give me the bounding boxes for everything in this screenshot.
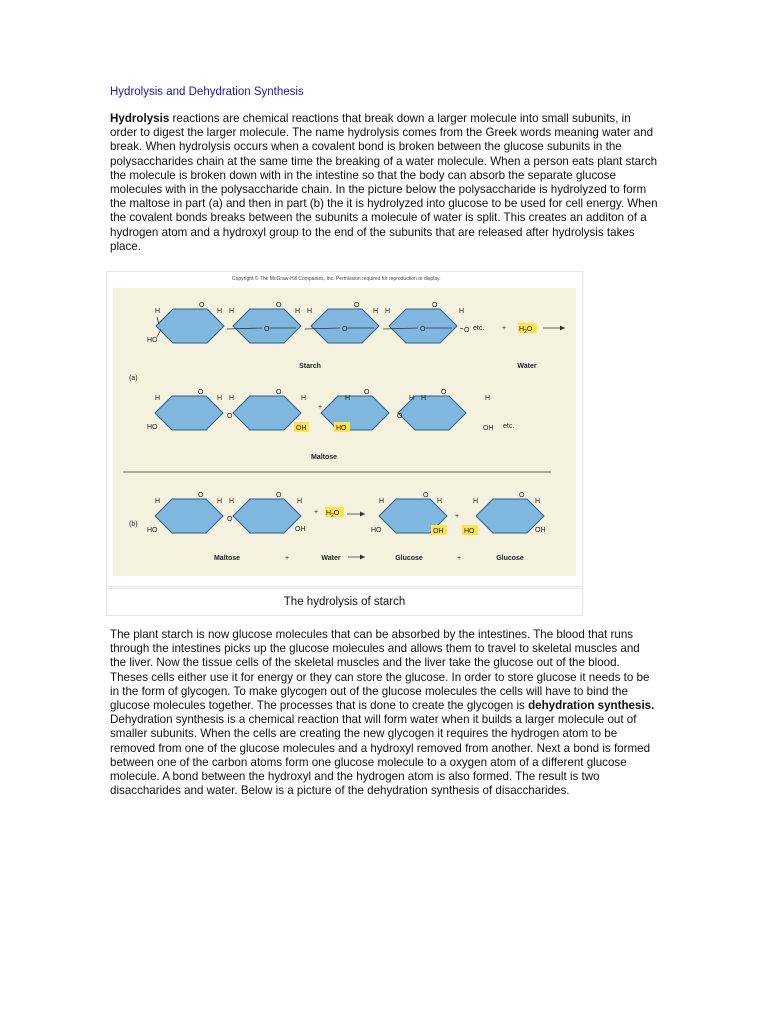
part-b-label: (b)	[129, 521, 138, 528]
link-oxygen-label: O	[342, 326, 348, 333]
page-heading: Hydrolysis and Dehydration Synthesis	[110, 86, 304, 98]
water-label: Water	[517, 363, 537, 370]
link-oxygen-label: O	[227, 516, 233, 523]
glucose-label-2: Glucose	[496, 555, 524, 562]
hydrolysis-paragraph	[110, 112, 658, 254]
atom-ho-label: HO	[147, 337, 158, 344]
hydrolysis-diagram	[107, 272, 582, 586]
water-label-b: Water	[321, 555, 341, 562]
hydrolysis-term: Hydrolysis	[110, 112, 170, 125]
atom-h-label: H	[295, 308, 301, 315]
atom-h-label: H	[155, 395, 161, 402]
hydrolysis-figure	[106, 271, 583, 587]
ring-oxygen-label: O	[198, 492, 204, 499]
dehydration-paragraph-text-1: The plant starch is now glucose molecules that can be absorbed by the intestines. The blood that runs through the intestines picks up the glucose molecules and allows them to travel to skeletal muscles and the liver. Now the tissue cells of the skeletal muscles and the liver take the glucose out of the blood. Theses cells either use it for energy or they can store the glucose. In order to store glucose it needs to be in the form of glycogen. To make glycogen out of the glucose molecules the cells will have to bind the glucose molecules together. The processes that is done to create the glycogen is	[110, 628, 650, 713]
dehydration-paragraph	[110, 628, 658, 798]
ring-oxygen-label: O	[519, 492, 525, 499]
plus-sign: +	[457, 555, 462, 562]
part-a-label: (a)	[129, 375, 138, 382]
atom-ho-label: HO	[147, 527, 158, 534]
plus-sign: +	[314, 509, 319, 516]
atom-h-label: H	[217, 395, 223, 402]
plus-sign: +	[502, 325, 507, 332]
etc-label-2: etc.	[503, 423, 515, 430]
hydrolysis-paragraph-text: reactions are chemical reactions that break down a larger molecule into small subunits, in order to digest the larger molecule. The name hydrolysis comes from the Greek words meaning water and break. When hydrolysis occurs when a covalent bond is broken between the glucose subunits in the polysaccharides chain at the same time the breaking of a water molecule. When a person eats plant starch the molecule is broken down with in the intestine so that the body can absorb the separate glucose molecules with in the polysaccharide chain. In the picture below the polysaccharide is hydrolyzed to form the maltose in part (a) and then in part (b) the it is hydrolyzed into glucose to be used for cell energy. When the covalent bonds breaks between the subunits a molecule of water is split. This creates an additon of a hydrogen atom and a hydroxyl group to the end of the subunits that are released after hydrolysis takes place.	[110, 112, 658, 253]
atom-h-label: H	[217, 308, 223, 315]
starch-label: Starch	[299, 363, 321, 370]
plus-sign: +	[455, 513, 460, 520]
link-oxygen-label: O	[227, 413, 233, 420]
ring-oxygen-label: O	[432, 302, 438, 309]
ring-oxygen-label: O	[276, 389, 282, 396]
atom-h-label: H	[473, 498, 479, 505]
end-oxygen-label: O	[464, 327, 470, 334]
atom-oh-label: OH	[535, 527, 546, 534]
dehydration-paragraph-text-2: Dehydration synthesis is a chemical reaction that will form water when it builds a larger molecule out of smaller subunits. When the cells are creating the new glycogen it requires the hydrogen atom to be removed from one of the glucose molecules and a hydroxyl removed from another. Next a bond is formed between one of the carbon atoms form one glucose molecule to a oxygen atom of a different glucose molecule. A bond between the hydroxyl and the hydrogen atom is also formed. The result is two disaccharides and water. Below is a picture of the dehydration synthesis of disaccharides.	[110, 713, 651, 798]
atom-h-label: H	[385, 308, 391, 315]
link-oxygen-label: O	[264, 326, 270, 333]
atom-h-label: H	[437, 498, 443, 505]
ring-oxygen-label: O	[198, 389, 204, 396]
atom-h-label: H	[229, 308, 235, 315]
atom-h-label: H	[229, 498, 235, 505]
atom-h-label: H	[155, 498, 161, 505]
ring-oxygen-label: O	[364, 389, 370, 396]
maltose-label: Maltose	[310, 454, 338, 461]
atom-ho-label: HO	[336, 425, 347, 432]
plus-sign: +	[285, 555, 290, 562]
ring-oxygen-label: O	[441, 389, 447, 396]
atom-h-label: H	[421, 395, 427, 402]
figure-caption	[106, 588, 583, 616]
atom-h-label: H	[229, 395, 235, 402]
atom-oh-label: OH	[483, 425, 494, 432]
figure-caption-text: The hydrolysis of starch	[283, 596, 406, 608]
atom-h-label: H	[409, 395, 415, 402]
water-formula-b: $H_2O$	[326, 510, 340, 519]
atom-ho-label: HO	[464, 528, 475, 535]
atom-ho-label: HO	[371, 527, 382, 534]
atom-h-label: H	[535, 498, 541, 505]
plus-sign: +	[318, 404, 323, 411]
ring-oxygen-label: O	[276, 492, 282, 499]
atom-h-label: H	[307, 308, 313, 315]
atom-ho-label: HO	[147, 424, 158, 431]
link-oxygen-label: O	[420, 326, 426, 333]
glucose-label-1: Glucose	[395, 555, 423, 562]
ring-oxygen-label: O	[423, 492, 429, 499]
dehydration-synthesis-term: dehydration synthesis.	[528, 699, 655, 713]
maltose-label-b: Maltose	[213, 555, 241, 562]
ring-oxygen-label: O	[199, 302, 205, 309]
link-oxygen-label: O	[397, 413, 403, 420]
etc-label-1: etc.	[473, 325, 485, 332]
atom-h-label: H	[155, 308, 161, 315]
atom-h-label: H	[373, 308, 379, 315]
atom-h-label: H	[301, 395, 307, 402]
copyright-notice: Copyright © The McGraw-Hill Companies, Inc. Permission required for reproduction or display.	[232, 276, 441, 282]
atom-h-label: H	[459, 308, 465, 315]
ring-oxygen-label: O	[354, 302, 360, 309]
atom-h-label: H	[217, 498, 223, 505]
atom-h-label: H	[379, 498, 385, 505]
atom-h-label: H	[297, 498, 303, 505]
atom-oh-label: OH	[433, 528, 444, 535]
ring-oxygen-label: O	[276, 302, 282, 309]
atom-oh-label: OH	[296, 425, 307, 432]
water-formula: $H_2O$	[519, 326, 533, 335]
atom-oh-label: OH	[295, 526, 306, 533]
atom-h-label: H	[485, 395, 491, 402]
atom-h-label: H	[345, 395, 351, 402]
